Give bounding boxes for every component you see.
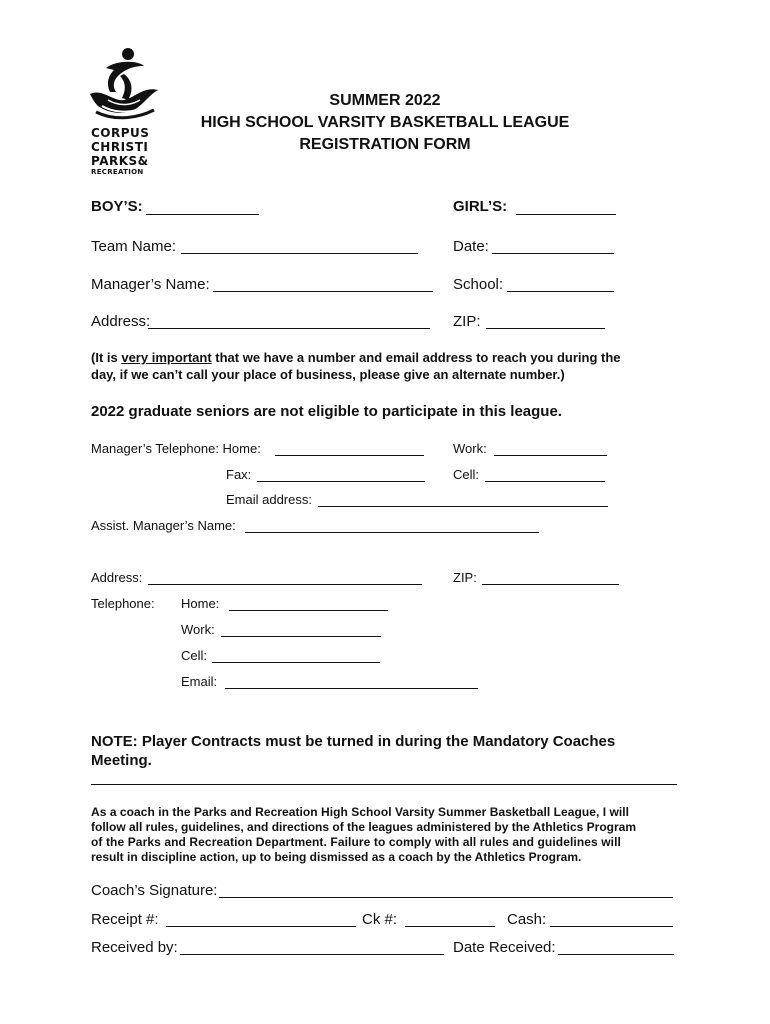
contact-notice-post: that we have a number and email address to reach you during the: [211, 350, 621, 365]
assistant-address-input-line[interactable]: [148, 584, 422, 585]
assistant-name-label: Assist. Manager’s Name:: [91, 518, 236, 533]
team-name-input-line[interactable]: [181, 253, 418, 254]
manager-telephone-home-label: Manager’s Telephone: Home:: [91, 441, 261, 456]
coach-signature-input-line[interactable]: [219, 897, 673, 898]
school-label: School:: [453, 276, 504, 293]
logo-line-2: CHRISTI: [91, 140, 149, 154]
logo-line-1: CORPUS: [91, 126, 150, 140]
manager-cell-input-line[interactable]: [485, 481, 605, 482]
assistant-work-input-line[interactable]: [221, 636, 381, 637]
receipt-input-line[interactable]: [166, 926, 356, 927]
note-line-2: Meeting.: [91, 752, 152, 769]
assistant-zip-label: ZIP:: [453, 570, 477, 585]
date-label: Date:: [453, 238, 489, 255]
coach-signature-label: Coach’s Signature:: [91, 882, 218, 899]
boys-input-line[interactable]: [146, 214, 259, 215]
manager-work-input-line[interactable]: [494, 455, 607, 456]
girls-input-line[interactable]: [516, 214, 616, 215]
form-league-title: HIGH SCHOOL VARSITY BASKETBALL LEAGUE: [200, 114, 570, 131]
form-type-title: REGISTRATION FORM: [299, 136, 471, 153]
cash-input-line[interactable]: [550, 926, 673, 927]
manager-telephone-home-input-line[interactable]: [275, 455, 424, 456]
manager-email-label: Email address:: [226, 492, 312, 507]
managers-name-input-line[interactable]: [213, 291, 433, 292]
zip-input-line[interactable]: [486, 328, 605, 329]
manager-cell-label: Cell:: [453, 467, 480, 482]
boys-label: BOY’S:: [91, 198, 143, 215]
team-name-label: Team Name:: [91, 238, 177, 255]
cash-label: Cash:: [507, 911, 547, 928]
address-label: Address:: [91, 313, 151, 330]
date-received-label: Date Received:: [453, 939, 556, 956]
manager-fax-input-line[interactable]: [257, 481, 425, 482]
managers-name-label: Manager’s Name:: [91, 276, 210, 293]
assistant-work-label: Work:: [181, 622, 215, 637]
logo-figure-icon: [88, 46, 160, 122]
contact-notice-line-1: [91, 350, 621, 365]
zip-label: ZIP:: [453, 313, 481, 330]
girls-label: GIRL’S:: [453, 198, 508, 215]
manager-email-input-line[interactable]: [318, 506, 608, 507]
check-number-input-line[interactable]: [405, 926, 495, 927]
agreement-line-3: of the Parks and Recreation Department. Failure to comply with all rules and guidelines will: [91, 835, 621, 849]
assistant-email-input-line[interactable]: [225, 688, 478, 689]
note-line-1: NOTE: Player Contracts must be turned in during the Mandatory Coaches: [91, 733, 616, 750]
receipt-label: Receipt #:: [91, 911, 159, 928]
agreement-line-4: result in discipline action, up to being dismissed as a coach by the Athletics Program.: [91, 850, 582, 864]
received-by-label: Received by:: [91, 939, 178, 956]
eligibility-statement: 2022 graduate seniors are not eligible to participate in this league.: [91, 403, 562, 420]
assistant-address-label: Address:: [91, 570, 143, 585]
assistant-zip-input-line[interactable]: [482, 584, 619, 585]
received-by-input-line[interactable]: [180, 954, 444, 955]
note-divider: [91, 784, 677, 785]
contact-notice-emphasis: very important: [121, 350, 212, 365]
assistant-telephone-label: Telephone:: [91, 596, 155, 611]
address-input-line[interactable]: [148, 328, 430, 329]
agreement-line-2: follow all rules, guidelines, and directions of the leagues administered by the Athletics Program: [91, 820, 637, 834]
logo-line-3: PARKS&: [91, 154, 149, 168]
manager-work-label: Work:: [453, 441, 487, 456]
assistant-name-input-line[interactable]: [245, 532, 539, 533]
date-received-input-line[interactable]: [558, 954, 674, 955]
contact-notice-pre: (It is: [91, 350, 122, 365]
assistant-cell-input-line[interactable]: [212, 662, 380, 663]
check-number-label: Ck #:: [362, 911, 398, 928]
logo-line-4: RECREATION: [91, 168, 144, 176]
school-input-line[interactable]: [507, 291, 614, 292]
contact-notice-line-2: day, if we can’t call your place of business, please give an alternate number.): [91, 367, 565, 382]
manager-fax-label: Fax:: [226, 467, 252, 482]
assistant-email-label: Email:: [181, 674, 218, 689]
form-season-title: SUMMER 2022: [329, 92, 441, 109]
agreement-line-1: As a coach in the Parks and Recreation High School Varsity Summer Basketball League, I will: [91, 805, 630, 819]
date-input-line[interactable]: [492, 253, 614, 254]
assistant-home-label: Home:: [181, 596, 220, 611]
assistant-home-input-line[interactable]: [229, 610, 388, 611]
assistant-cell-label: Cell:: [181, 648, 208, 663]
